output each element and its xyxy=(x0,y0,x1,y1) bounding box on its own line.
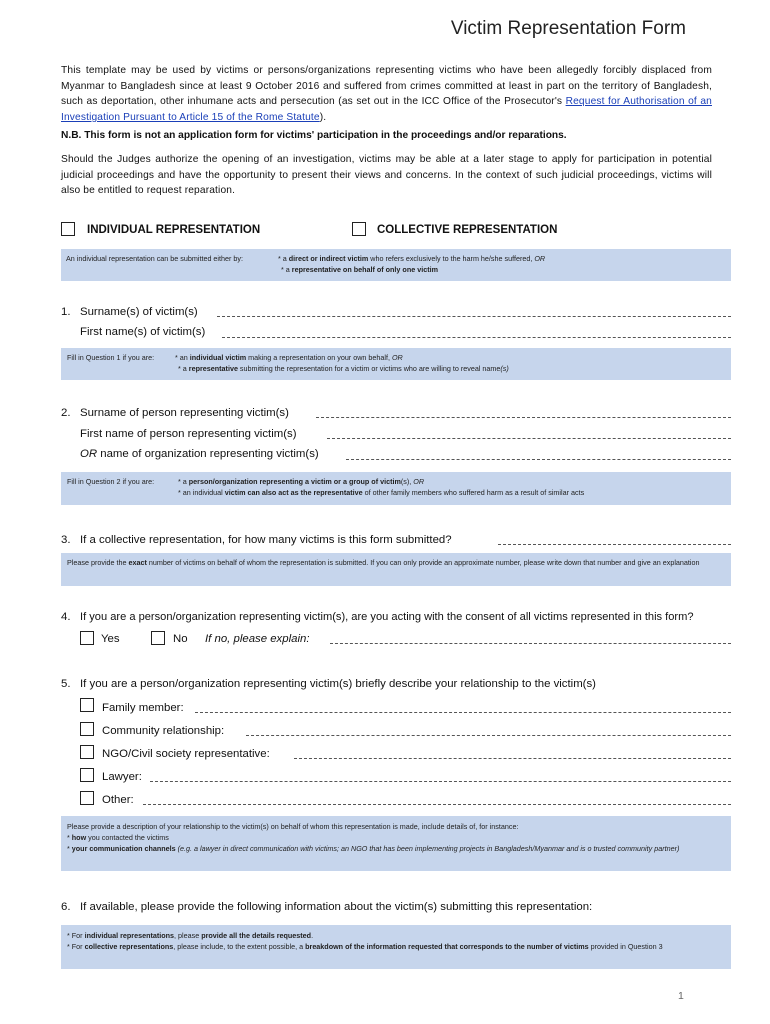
note-text: provided in Question 3 xyxy=(588,941,663,951)
individual-representation-option[interactable] xyxy=(61,222,75,241)
judicial-paragraph: Should the Judges authorize the opening of an investigation, victims may be able at a later stage to apply for participation in potential judicial proceedings and have the opportunity to present their views and concerns. In the context of such judicial proceedings, victims will also be entitled to request reparation. xyxy=(61,154,712,197)
q2-note xyxy=(61,472,731,505)
note-text: who refers exclusively to the harm he/she suffered, xyxy=(368,254,535,263)
note-text: * a xyxy=(281,265,292,274)
q1-firstname-label: First name(s) of victim(s) xyxy=(80,326,206,338)
note-or: OR xyxy=(534,254,546,263)
q3-label: If a collective representation, for how many victims is this form submitted? xyxy=(80,534,452,546)
q5-note-line2 xyxy=(67,833,725,844)
note-text: you contacted the victims xyxy=(86,832,169,842)
q3-count-field[interactable] xyxy=(498,544,731,545)
q5-label: If you are a person/organization representing victim(s) briefly describe your relationship to the victim(s) xyxy=(80,678,596,690)
q2-org-label xyxy=(80,448,319,460)
note-text: (s), xyxy=(400,477,414,486)
q2-firstname-label: First name of person representing victim(s) xyxy=(80,428,297,440)
q5-note xyxy=(61,816,731,871)
checkbox[interactable] xyxy=(80,698,94,712)
q1-note xyxy=(61,348,731,380)
q2-org-or: OR xyxy=(80,448,98,460)
note-text: Please provide the xyxy=(67,558,129,567)
note-text: (s) xyxy=(500,364,509,373)
q1-firstname-field[interactable] xyxy=(222,337,731,338)
note-emphasis: breakdown of the information requested that corresponds to the number of victims xyxy=(305,941,589,951)
q5-ngo-label: NGO/Civil society representative: xyxy=(102,748,270,760)
note-text: , please xyxy=(174,931,202,940)
q5-lawyer-field[interactable] xyxy=(150,781,731,782)
page-title: Victim Representation Form xyxy=(450,18,686,39)
checkbox[interactable] xyxy=(80,745,94,759)
q2-note-prefix: Fill in Question 2 if you are: xyxy=(67,477,155,486)
individual-representation-checkbox[interactable] xyxy=(61,222,75,236)
note-emphasis: representative on behalf of only one victim xyxy=(291,265,438,274)
q2-note-line1 xyxy=(178,477,424,488)
q5-ngo-field[interactable] xyxy=(294,758,731,759)
q5-family-checkbox[interactable] xyxy=(80,698,94,717)
q1-note-line2 xyxy=(178,364,509,375)
note-emphasis: provide all the details requested xyxy=(201,931,312,940)
representation-note-line1 xyxy=(278,254,545,265)
checkbox[interactable] xyxy=(80,722,94,736)
q2-firstname-field[interactable] xyxy=(327,438,731,439)
article-15-request-link[interactable]: Request for Authorisation of an Investigation Pursuant to Article 15 of the Rome Statute xyxy=(61,96,712,123)
q3-note-text xyxy=(67,558,725,569)
note-emphasis: individual victim xyxy=(189,353,247,362)
note-emphasis: direct or indirect victim xyxy=(288,254,369,263)
q2-surname-field[interactable] xyxy=(316,417,731,418)
representation-note xyxy=(61,249,731,281)
collective-representation-label: COLLECTIVE REPRESENTATION xyxy=(377,224,558,236)
q5-family-field[interactable] xyxy=(195,712,731,713)
q5-other-checkbox[interactable] xyxy=(80,791,94,810)
note-or: OR xyxy=(413,477,425,486)
q6-note-line2 xyxy=(67,942,725,953)
q1-surname-field[interactable] xyxy=(217,316,731,317)
q5-family-label: Family member: xyxy=(102,702,184,714)
note-text: of other family members who suffered harm as a result of similar acts xyxy=(362,488,585,497)
q4-explain-field[interactable] xyxy=(330,643,731,644)
q2-note-line2 xyxy=(178,488,584,499)
q1-note-line1 xyxy=(175,353,403,364)
note-emphasis: how xyxy=(71,832,87,842)
note-emphasis: collective representations xyxy=(84,941,174,951)
q6-note-line1 xyxy=(67,931,725,942)
q2-org-field[interactable] xyxy=(346,459,731,460)
note-example: (e.g. a lawyer in direct communication with victims; an NGO that has been implementing projects in Bangladesh/Myanmar and is o trusted community partner) xyxy=(175,843,680,853)
q2-number: 2. xyxy=(61,407,71,419)
q4-label: If you are a person/organization representing victim(s), are you acting with the consent of all victims represented in this form? xyxy=(80,611,694,623)
q4-yes-checkbox[interactable] xyxy=(80,631,94,645)
note-text: * a xyxy=(278,254,289,263)
q6-label: If available, please provide the following information about the victim(s) submitting this representation: xyxy=(80,901,593,913)
q6-note xyxy=(61,925,731,969)
q5-note-line1: Please provide a description of your relationship to the victim(s) on behalf of whom this representation is made, include details of, for instance: xyxy=(67,822,519,831)
q5-lawyer-checkbox[interactable] xyxy=(80,768,94,787)
q5-other-label: Other: xyxy=(102,794,134,806)
note-text: * For xyxy=(67,941,85,951)
note-text: making a representation on your own behalf, xyxy=(246,353,392,362)
q1-note-prefix: Fill in Question 1 if you are: xyxy=(67,353,155,362)
q3-note xyxy=(61,553,731,586)
q5-number: 5. xyxy=(61,678,71,690)
q5-note-line3 xyxy=(67,844,725,855)
q4-no-label: No xyxy=(173,633,188,645)
note-text: * an xyxy=(175,353,190,362)
q2-surname-label: Surname of person representing victim(s) xyxy=(80,407,289,419)
nb-notice: N.B. This form is not an application form for victims' participation in the proceedings and/or reparations. xyxy=(61,130,567,141)
q1-number: 1. xyxy=(61,306,71,318)
representation-note-prefix: An individual representation can be submitted either by: xyxy=(66,254,243,263)
note-emphasis: person/organization representing a victim or a group of victim xyxy=(188,477,401,486)
intro-text: This template may be used by victims or persons/organizations representing victims who have been allegedly forcibly displaced from Myanmar to Bangladesh since at least 9 October 2016 and suffered from crimes committed at least in part on the territory of Bangladesh, such as deportation, other inhumane acts and persecution (as set out in the ICC Office of the Prosecutor's xyxy=(61,65,712,108)
note-text: * xyxy=(67,843,72,853)
q4-number: 4. xyxy=(61,611,71,623)
individual-representation-label: INDIVIDUAL REPRESENTATION xyxy=(87,224,261,236)
q5-community-label: Community relationship: xyxy=(102,725,225,737)
q3-number: 3. xyxy=(61,534,71,546)
note-emphasis: victim can also act as the representative xyxy=(224,488,363,497)
q5-community-checkbox[interactable] xyxy=(80,722,94,741)
note-emphasis: representative xyxy=(188,364,238,373)
note-text: * an individual xyxy=(178,488,225,497)
collective-representation-option[interactable] xyxy=(352,222,366,241)
q2-org-text: name of organization representing victim(s) xyxy=(97,448,319,460)
note-text: * a xyxy=(178,364,189,373)
note-emphasis: individual representations xyxy=(84,931,175,940)
note-text: submitting the representation for a victim or victims who are willing to reveal name xyxy=(237,364,501,373)
note-emphasis: exact xyxy=(128,558,147,567)
q5-lawyer-label: Lawyer: xyxy=(102,771,142,783)
note-text: . xyxy=(311,931,314,940)
note-text: , please include, to the extent possible, a xyxy=(173,941,306,951)
note-emphasis: your communication channels xyxy=(71,843,176,853)
note-or: OR xyxy=(391,353,403,362)
checkbox[interactable] xyxy=(80,791,94,805)
representation-note-line2 xyxy=(281,265,438,276)
q1-surname-label: Surname(s) of victim(s) xyxy=(80,306,198,318)
checkbox[interactable] xyxy=(80,768,94,782)
q4-yes-option[interactable] xyxy=(80,631,94,650)
q4-no-checkbox[interactable] xyxy=(151,631,165,645)
intro-tail: ). xyxy=(319,111,327,123)
q4-no-option[interactable] xyxy=(151,631,165,650)
q4-explain-label: If no, please explain: xyxy=(205,633,310,645)
q5-other-field[interactable] xyxy=(143,804,731,805)
note-text: * For xyxy=(67,931,85,940)
page-number: 1 xyxy=(678,990,684,1002)
q5-ngo-checkbox[interactable] xyxy=(80,745,94,764)
collective-representation-checkbox[interactable] xyxy=(352,222,366,236)
note-text: * a xyxy=(178,477,189,486)
q4-yes-label: Yes xyxy=(101,633,120,645)
intro-paragraph xyxy=(61,63,712,125)
q5-community-field[interactable] xyxy=(246,735,731,736)
note-text: * xyxy=(67,832,72,842)
note-text: number of victims on behalf of whom the representation is submitted. If you can only provide an approximate number, please write down that number and give an explanation xyxy=(146,558,700,567)
q6-number: 6. xyxy=(61,901,71,913)
